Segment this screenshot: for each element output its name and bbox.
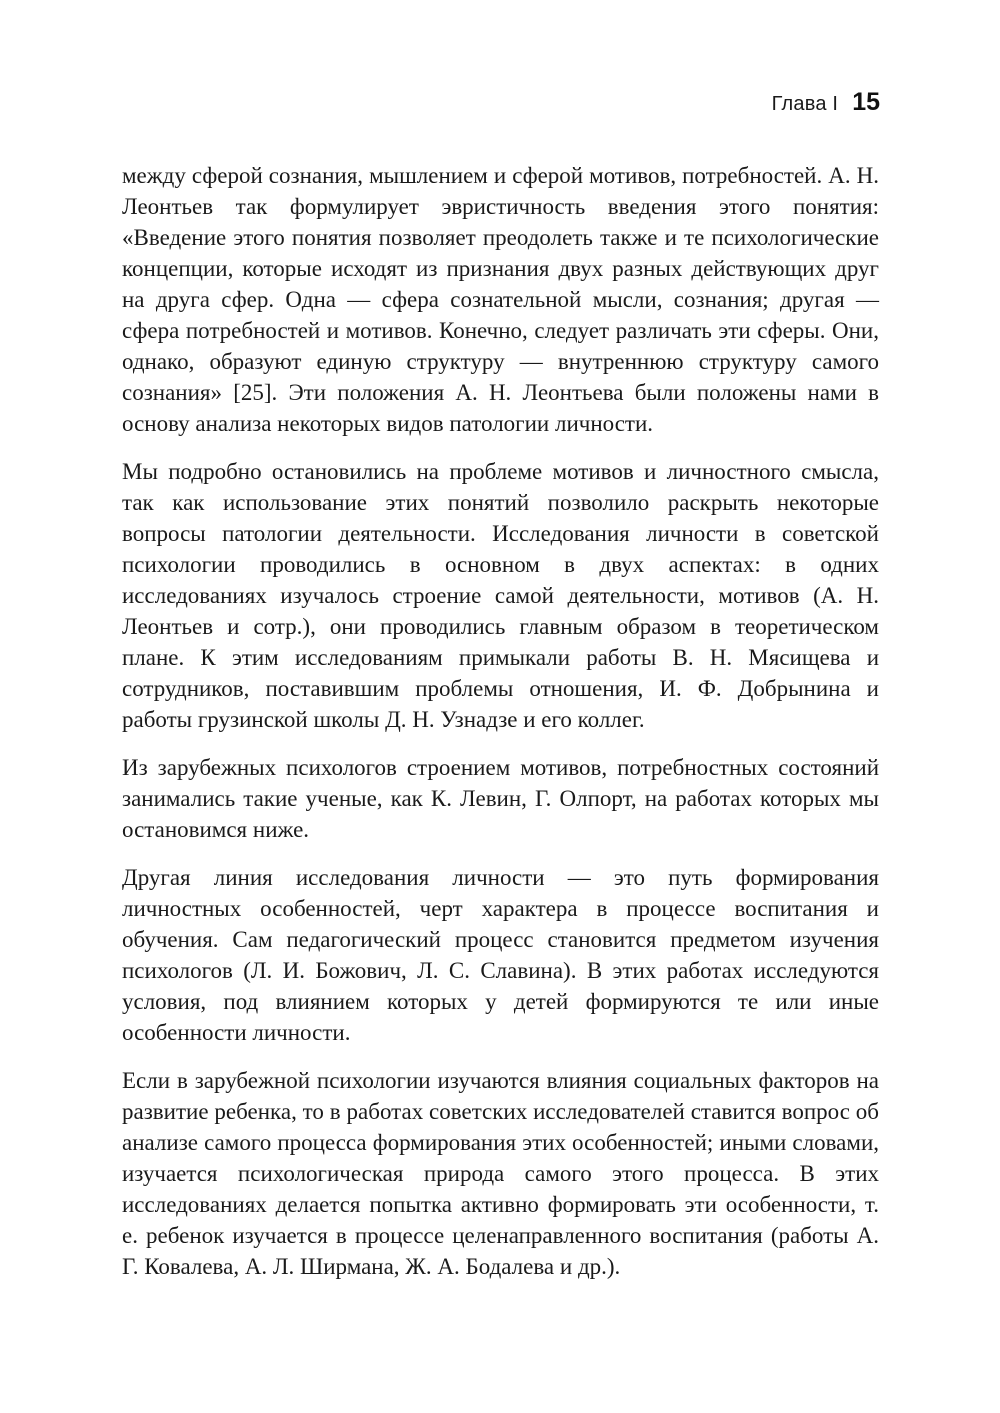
paragraph-1: между сферой сознания, мышлением и сферой мотивов, потребностей. А. Н. Леонтьев так формулирует эвристичность введения этого понятия: «Введение этого понятия позволяет преодолеть также и те психологические концепции, которые исходят из признания двух разных действующих друг на друга сфер. Одна — сфера сознательной мысли, сознания; другая — сфера потребностей и мотивов. Конечно, следует различать эти сферы. Они, однако, образуют единую структуру — внутреннюю структуру самого сознания» [25]. Эти положения А. Н. Леонтьева были положены нами в основу анализа некоторых видов патологии личности. xyxy=(122,163,879,436)
paragraph-4: Другая линия исследования личности — это путь формирования личностных особенностей, черт характера в процессе воспитания и обучения. Сам педагогический процесс становится предметом изучения психологов (Л. И. Божович, Л. С. Славина). В этих работах исследуются условия, под влиянием которых у детей формируются те или иные особенности личности. xyxy=(122,865,879,1045)
paragraph-3: Из зарубежных психологов строением мотивов, потребностных состояний занимались такие ученые, как К. Левин, Г. Олпорт, на работах которых мы остановимся ниже. xyxy=(122,755,879,842)
body-text xyxy=(122,160,879,1299)
page-number: 15 xyxy=(852,88,880,116)
running-head xyxy=(772,88,880,117)
paragraph-2: Мы подробно остановились на проблеме мотивов и личностного смысла, так как использование этих понятий позволило раскрыть некоторые вопросы патологии деятельности. Исследования личности в советской психологии проводились в основном в двух аспектах: в одних исследованиях изучалось строение самой деятельности, мотивов (А. Н. Леонтьев и сотр.), они проводились главным образом в теоретическом плане. К этим исследованиям примыкали работы В. Н. Мясищева и сотрудников, поставившим проблемы отношения, И. Ф. Добрынина и работы грузинской школы Д. Н. Узнадзе и его коллег. xyxy=(122,459,879,732)
paragraph-5: Если в зарубежной психологии изучаются влияния социальных факторов на развитие ребенка, то в работах советских исследователей ставится вопрос об анализе самого процесса формирования этих особенностей; иными словами, изучается психологическая природа самого этого процесса. В этих исследованиях делается попытка активно формировать эти особенности, т. е. ребенок изучается в процессе целенаправленного воспитания (работы А. Г. Ковалева, А. Л. Ширмана, Ж. А. Бодалева и др.). xyxy=(122,1068,879,1279)
chapter-label: Глава I xyxy=(771,93,839,115)
